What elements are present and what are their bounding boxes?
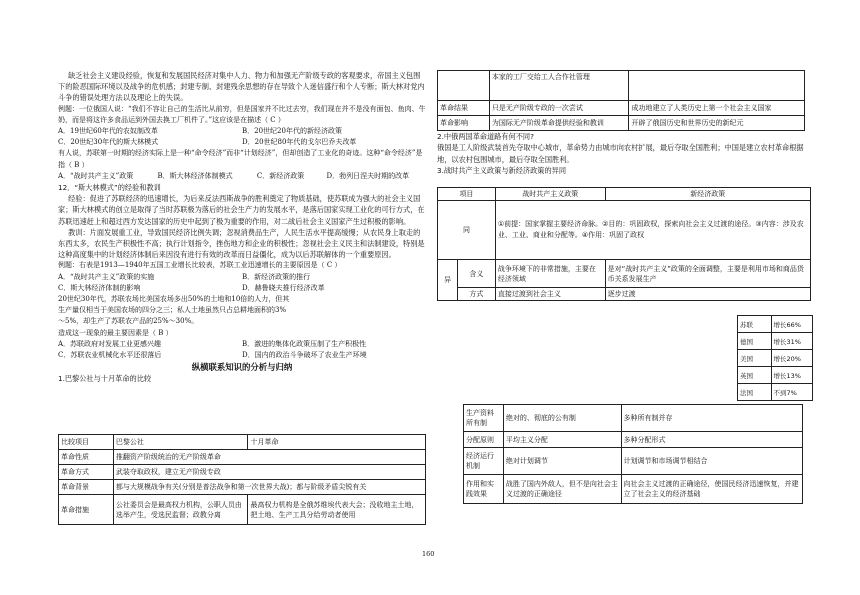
table-row: [59, 480, 426, 495]
option-d: D．赫鲁晓夫推行经济改革: [242, 283, 325, 292]
table-cell: 增长20%: [771, 350, 813, 367]
table-header-cell: 十月革命: [248, 435, 426, 450]
industrial-growth-table: [737, 315, 813, 401]
example-3-options-row-2: [58, 283, 426, 294]
question-2: 2.中俄两国革命道路有何不同?: [437, 132, 534, 141]
table-cell: 为国际无产阶级革命提供经验和教训: [489, 116, 629, 131]
paragraph-causes: 缺乏社会主义建设经验，恢复和发展国民经济对集中人力、物力和加强无产阶级专政的客观要求，帝国主义包围下的险恶国际环境以及战争的危机感；封建专制、封建残余思想的存在导致个人迷信盛行和个人专断；斯大林对党内斗争的错误处理方法以及理论上的失误。: [58, 71, 425, 103]
option-b: B．斯大林经济体制模式: [157, 171, 233, 180]
table-cell: 最高权力机构是全俄苏维埃代表大会；没收地主土地，把土地、生产工具分给劳动者使用: [248, 495, 426, 525]
paragraph-lessons: 教训：片面发展重工业，导致国民经济比例失调；忽视消费品生产，人民生活水平提高缓慢；从农民身上取走的东西太多，农民生产积极性不高；执行计划指令，挫伤地方和企业的积极性；忽视社会主义民主和法制建设，特别是这种高度集中的计划经济体制后来因没有进行有效的改革而日益僵化，成为以后苏联解体的一个重要原因。: [58, 227, 425, 260]
table-row: [438, 71, 805, 101]
table-row: [438, 260, 811, 288]
table-cell: 向社会主义过渡的正确途径，使国民经济迅速恢复，并建立了社会主义的经济基础: [621, 475, 802, 504]
table-cell: 都与大规模战争有关(分别是普法战争和第一次世界大战)；都与阶级矛盾尖锐有关: [113, 480, 425, 495]
option-d: D．勃列日涅夫时期的改革: [326, 171, 410, 180]
table-cell: 本家的工厂交给工人合作社管理: [489, 71, 629, 101]
table-cell: 革命背景: [59, 480, 114, 495]
table-cell: 英国: [738, 367, 772, 384]
table-cell: 武装夺取政权，建立无产阶级专政: [113, 465, 425, 480]
option-c: C．新经济政策: [256, 171, 305, 180]
table-cell: 革命性质: [59, 450, 114, 465]
table-cell: 革命结果: [438, 101, 490, 116]
table-cell: 推翻资产阶级统治的无产阶级革命: [113, 450, 425, 465]
option-d: D．20世纪80年代的戈尔巴乔夫改革: [242, 138, 357, 147]
option-a: A．“战时共产主义”政策: [58, 171, 134, 180]
example-question-2: 有人说，苏联第一时期的经济实际上是一种“命令经济”而非“计划经济”，但却创造了工业化的奇迹。这种“命令经济”是指（ B ）: [58, 149, 423, 169]
table-cell: 增长66%: [771, 316, 813, 333]
example-1-options-row-2: [58, 137, 426, 148]
table-cell: 方式: [457, 288, 495, 301]
example-3-options-row-1: [58, 272, 426, 283]
table-row: [59, 495, 426, 525]
table-row: [738, 367, 813, 384]
same-content: ①前提：国家掌握主要经济命脉。②目的：巩固政权，探索向社会主义过渡的途径。③内容：涉及农业、工业、商业和分配等。④作用：巩固了政权: [495, 201, 810, 260]
subheading-1: 1.巴黎公社与十月革命的比较: [58, 374, 152, 384]
table-row: [738, 316, 813, 333]
option-a: A．19世纪60年代的农奴制改革: [58, 127, 158, 136]
table-row: [464, 448, 803, 475]
policy-comparison-table: [437, 187, 811, 301]
policy-comparison-continued-table: [463, 404, 803, 504]
table-cell: 增长31%: [771, 333, 813, 350]
option-c: C．20世纪30年代的斯大林模式: [58, 138, 159, 147]
table-cell: 绝对的、彻底的公有制: [503, 405, 621, 432]
table-header-cell: 战时共产主义政策: [495, 188, 605, 201]
same-label: 同: [438, 201, 496, 260]
paragraph-experience: 经验：促进了苏联经济的迅速增长，为后来反法西斯战争的胜利奠定了物质基础，使苏联成为强大的社会主义国家；斯大林模式的创立是取得了当时苏联极为落后的社会生产力的发展水平，是落后国家实现工业化的可行方式，在苏联迅速赶上和超过西方发达国家的历史中起到了极为重要的作用，对二战后社会主义国家产生过积极的影响。: [58, 194, 425, 226]
table-cell: 革命措施: [59, 495, 114, 525]
right-column: [437, 70, 805, 177]
table-row: [738, 333, 813, 350]
option-b: B．激进的集体化政策压制了生产积极性: [242, 339, 367, 348]
table-row: [438, 288, 811, 301]
table-row: [738, 384, 813, 401]
table-header-cell: 新经济政策: [605, 188, 810, 201]
table-header-cell: 巴黎公社: [113, 435, 248, 450]
table-cell: 革命影响: [438, 116, 490, 131]
option-c: C．苏联农业机械化水平还很落后: [58, 351, 162, 360]
table-cell: 法国: [738, 384, 772, 401]
table-cell: 只是无产阶级专政的一次尝试: [489, 101, 629, 116]
example-question-3: 例题：右表是1913—1940年五国工业增长比较表，苏联工业迅速增长的主要原因是（ C ）: [58, 261, 342, 270]
table-cell: 含义: [457, 260, 495, 288]
table-row: [438, 201, 811, 260]
table-cell: 开辟了俄国历史和世界历史的新纪元: [629, 116, 805, 131]
table-header-cell: 项目: [438, 188, 496, 201]
example-1-options-row-1: [58, 126, 426, 137]
question-3: 3.战时共产主义政策与新经济政策的异同: [437, 166, 567, 176]
table-row: [464, 432, 803, 448]
table-cell: 分配原则: [464, 432, 504, 448]
table-cell: 德国: [738, 333, 772, 350]
table-row: [438, 101, 805, 116]
table-cell: 多种所有制并存: [621, 405, 802, 432]
example-question-1: 例题：一位俄国人说：“我们不容让自己的生活比从前穷，但是国家并不比过去穷，我们现在并不是没有面包、鱼肉、牛奶，而是将这许多食品运到外国去换工厂机件了。”这应该是在描述（ C ）: [58, 104, 426, 124]
table-cell: 平均主义分配: [503, 432, 621, 448]
diff-label: 异: [438, 260, 458, 301]
table-cell: 计划调节和市场调节相结合: [621, 448, 802, 475]
table-cell: [629, 71, 805, 101]
table-cell: 直接过渡到社会主义: [495, 288, 605, 301]
table-cell: 不到7%: [771, 384, 813, 401]
table-cell: 战胜了国内外敌人，但不是向社会主义过渡的正确途径: [503, 475, 621, 504]
heading-12: 12．“斯大林模式”的经验和教训: [58, 183, 161, 193]
table-cell: 多种分配形式: [621, 432, 802, 448]
option-a: A．苏联政府对发展工业更感兴趣: [58, 339, 162, 348]
table-cell: 经济运行机制: [464, 448, 504, 475]
section-title: 纵横联系知识的分析与归纳: [191, 362, 293, 373]
table-header-row: [59, 435, 426, 450]
table-cell: 公社委员会是最高权力机构，公职人员由选举产生，受选民监督；政教分离: [113, 495, 248, 525]
answer-2: 俄国是工人阶级武装首先夺取中心城市，革命势力由城市向农村扩展，最后夺取全国胜利；中国是建立农村革命根据地，以农村包围城市，最后夺取全国胜利。: [437, 143, 804, 164]
table-cell: 是对“战时共产主义”政策的全面调整，主要是利用市场和商品货币关系发展生产: [605, 260, 810, 288]
table-row: [438, 116, 805, 131]
table-row: [59, 450, 426, 465]
table-cell: 绝对计划调节: [503, 448, 621, 475]
paris-commune-october-table: [58, 434, 426, 525]
table-row: [464, 475, 803, 504]
option-c: C．斯大林经济体制的影响: [58, 283, 141, 292]
table-cell: 成功地建立了人类历史上第一个社会主义国家: [629, 101, 805, 116]
table-header-cell: 比较项目: [59, 435, 114, 450]
revolution-continued-table: [437, 70, 805, 131]
table-cell: 美国: [738, 350, 772, 367]
example-question-4-text: 20世纪30年代，苏联农场比美国农场多出50%的土地和10倍的人力，但其生产量仅相当于美国农场的四分之三；私人土地虽然只占总耕地面积的3%～5%，却生产了苏联农产品的25%～30%。: [58, 295, 290, 326]
option-b: B．新经济政策的推行: [242, 272, 311, 281]
example-4-options-row-2: [58, 350, 426, 361]
option-d: D．国内的政治斗争破坏了农业生产环境: [242, 351, 367, 360]
table-cell: 逐步过渡: [605, 288, 810, 301]
table-cell: 苏联: [738, 316, 772, 333]
table-cell: 增长13%: [771, 367, 813, 384]
page-number: 160: [422, 550, 435, 558]
option-a: A．“战时共产主义”政策的实施: [58, 272, 155, 281]
table-cell: [438, 71, 490, 101]
option-b: B．20世纪20年代的新经济政策: [242, 127, 342, 136]
table-cell: 战争环境下的非常措施，主要在经济领域: [495, 260, 605, 288]
example-4-options-row-1: [58, 339, 426, 350]
example-question-4-ask: 造成这一现象的最主要因素是（ B ）: [58, 328, 173, 337]
example-2-options: [58, 171, 426, 182]
table-row: [464, 405, 803, 432]
left-column: [58, 70, 426, 385]
table-cell: 革命方式: [59, 465, 114, 480]
table-row: [59, 465, 426, 480]
table-cell: 生产资料所有制: [464, 405, 504, 432]
table-row: [738, 350, 813, 367]
table-header-row: [438, 188, 811, 201]
table-cell: 作用和实践效果: [464, 475, 504, 504]
